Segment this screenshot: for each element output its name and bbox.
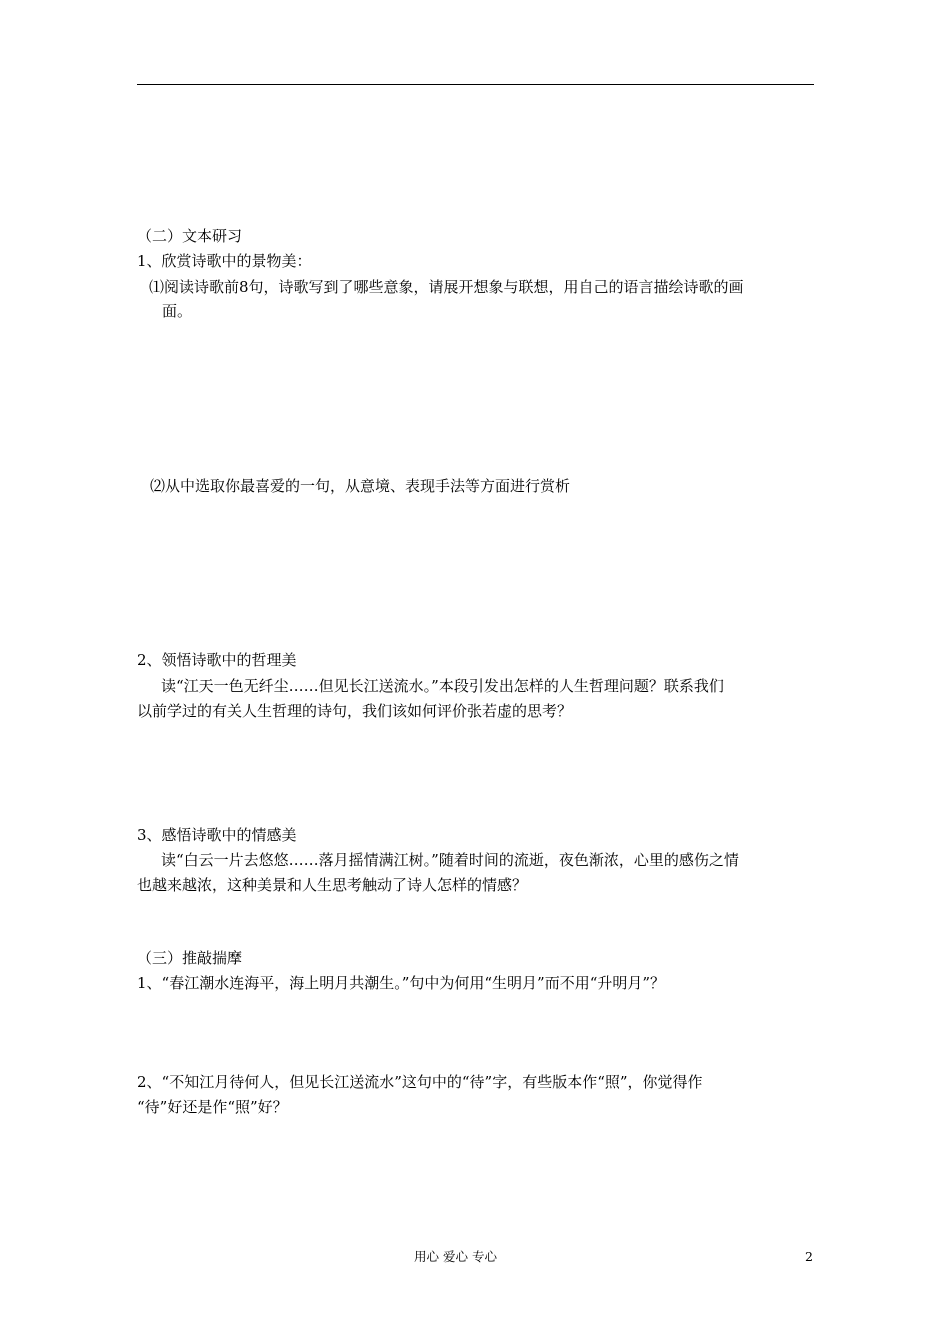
section3-question-1: 1、“春江潮水连海平，海上明月共潮生。”句中为何用“生明月”而不用“升明月”？ [137,974,666,992]
footer-motto: 用心 爱心 专心 [414,1249,497,1264]
question-2-body-line1: 读“江天一色无纤尘……但见长江送流水。”本段引发出怎样的人生哲理问题？联系我们 [161,677,724,695]
question-1-sub1-line1: ⑴阅读诗歌前8句，诗歌写到了哪些意象，请展开想象与联想，用自己的语言描绘诗歌的画 [149,278,744,296]
question-3-title: 3、感悟诗歌中的情感美 [137,826,297,844]
question-2-title: 2、领悟诗歌中的哲理美 [137,651,297,669]
section-heading-deliberation: （三）推敲揣摩 [137,949,243,967]
question-3-body-line2: 也越来越浓，这种美景和人生思考触动了诗人怎样的情感？ [137,876,528,894]
question-2-body-line2: 以前学过的有关人生哲理的诗句，我们该如何评价张若虚的思考？ [137,702,573,720]
page-number: 2 [805,1249,813,1264]
section3-question-2-line1: 2、“不知江月待何人，但见长江送流水”这句中的“待”字，有些版本作“照”，你觉得作 [137,1073,703,1091]
question-1-sub2: ⑵从中选取你最喜爱的一句，从意境、表现手法等方面进行赏析 [150,477,571,495]
header-rule [137,84,814,85]
section-heading-text-study: （二）文本研习 [137,227,243,245]
section3-question-2-line2: “待”好还是作“照”好？ [137,1098,288,1116]
question-3-body-line1: 读“白云一片去悠悠……落月摇情满江树。”随着时间的流逝，夜色渐浓，心里的感伤之情 [161,851,739,869]
question-1-sub1-line2: 面。 [162,302,193,320]
question-1-title: 1、欣赏诗歌中的景物美： [137,252,312,270]
